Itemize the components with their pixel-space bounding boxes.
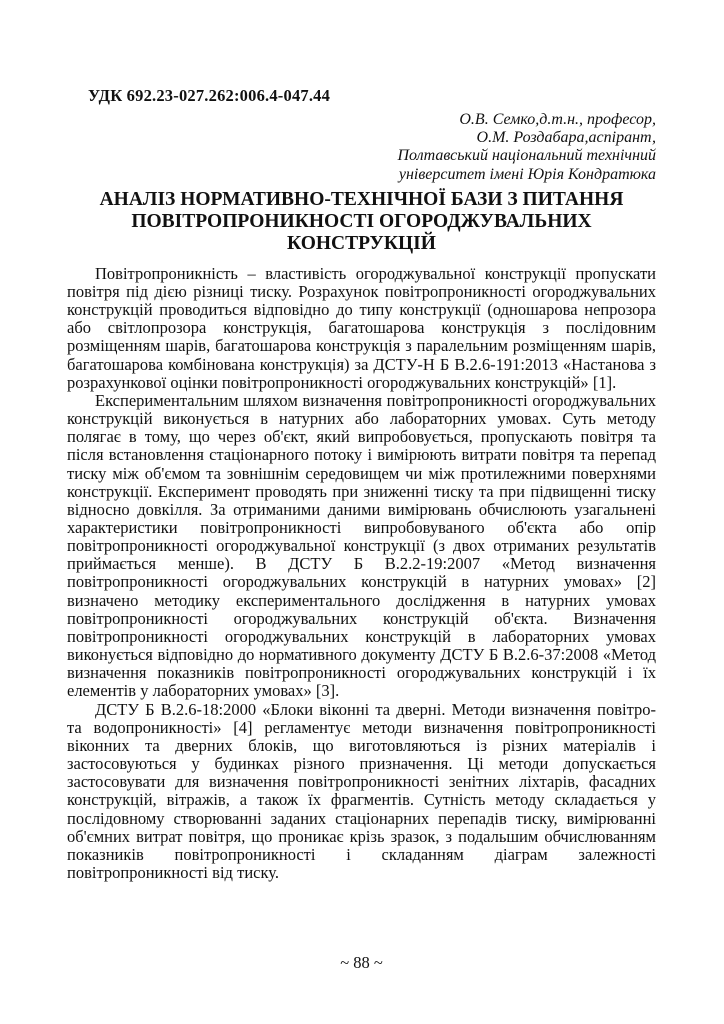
title-line-3: КОНСТРУКЦІЙ [287, 232, 436, 254]
page-number: ~ 88 ~ [340, 953, 383, 972]
paragraph-dstu-window-blocks: ДСТУ Б В.2.6-18:2000 «Блоки віконні та дверні. Методи визначення повітро- та водопроникності» [4] регламентує методи визначення повітропроникності віконних та дверних блоків, що виготовляються із різних матеріалів і застосовуються у будинках різного призначення. Ці методи допускається застосовувати для визначення повітропроникності зенітних ліхтарів, фасадних конструкцій, вітражів, а також їх фрагментів. Сутність методу складається у послідовному створюванні заданих стаціонарних перепадів тиску, вимірюванні об'ємних витрат повітря, що проникає крізь зразок, з подальшим обчислюванням показників повітропроникності і складанням діаграм залежності повітропроникності від тиску. [67, 699, 656, 882]
title-line-2: ПОВІТРОПРОНИКНОСТІ ОГОРОДЖУВАЛЬНИХ [131, 210, 592, 232]
paragraph-experimental-method: Експериментальним шляхом визначення повітропроникності огороджувальних конструкцій виконується в натурних або лабораторних умовах. Суть методу полягає в тому, що через об'єкт, який випробовується, пропускають повітря та після встановлення стаціонарного потоку і вимірюють витрати повітря та перепад тиску між об'ємом та зовнішнім середовищем чи між протилежними поверхнями конструкції. Експеримент проводять при зниженні тиску та при підвищенні тиску відносно довкілля. За отриманими даними вимірювань обчислюють узагальнені характеристики повітропроникності випробовуваного об'єкта або опір повітропроникності огороджувальної конструкції (з двох отриманих результатів приймається менше). В ДСТУ Б В.2.2-19:2007 «Метод визначення повітропроникності огороджувальних конструкцій в натурних умовах» [2] визначено методику експериментального дослідження в натурних умовах повітропроникності огороджувальних конструкцій об'єкта. Визначення повітропроникності огороджувальних конструкцій в лабораторних умовах виконується відповідно до нормативного документу ДСТУ Б В.2.6-37:2008 «Метод визначення показників повітропроникності огороджувальних конструкцій і їх елементів у лабораторних умовах» [3]. [67, 390, 656, 701]
title-line-1: АНАЛІЗ НОРМАТИВНО-ТЕХНІЧНОЇ БАЗИ З ПИТАННЯ [99, 188, 624, 210]
article-body [67, 265, 656, 882]
page-content [67, 0, 656, 882]
author-block [67, 111, 656, 184]
article-title [67, 189, 656, 255]
paragraph-intro: Повітропроникність – властивість огороджувальної конструкції пропускати повітря під дією різниці тиску. Розрахунок повітропроникності огороджувальних конструкцій проводиться відповідно до типу конструкції (одношарова непрозора або світлопрозора конструкція, багатошарова конструкція з послідовним розміщенням шарів, багатошарова конструкція з паралельним розміщенням шарів, багатошарова комбінована конструкція) за ДСТУ-Н Б В.2.6-191:2013 «Настанова з розрахункової оцінки повітропроникності огороджувальних конструкцій» [1]. [67, 263, 656, 392]
affiliation-line-2: університет імені Юрія Кондратюка [398, 165, 656, 183]
affiliation-line-1: Полтавський національний технічний [397, 147, 656, 165]
udc-code: УДК 692.23-027.262:006.4-047.44 [88, 86, 331, 105]
author-line-2: О.М. Роздабара,аспірант, [476, 129, 656, 147]
author-line-1: О.В. Семко,д.т.н., професор, [459, 111, 656, 128]
